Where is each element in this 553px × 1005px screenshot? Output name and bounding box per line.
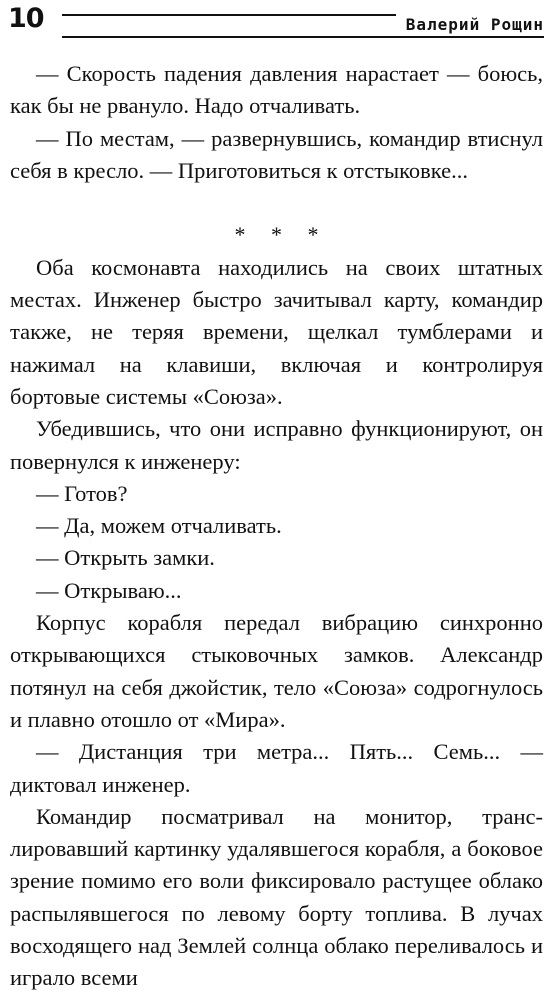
page-header [0,0,553,44]
paragraph: — По местам, — развернувшись, командир втиснул себя в кресло. — Приготовиться к отстыковке... [10,125,543,183]
section-separator: * * * [234,222,329,248]
paragraph: Командир посматривал на монитор, транслировавший картинку удалявшегося корабля, а боковое зрение помимо его воли фиксировало растущее облако распылявшегося по левому борту топлива. В лучах восходящего над Землей солнца облако переливалось и играло всеми [10,803,543,991]
paragraph: Убедившись, что они исправно функционируют, он повернулся к инженеру: [10,416,543,474]
dialogue-line: — Открываю... [36,577,182,603]
section-gap [10,187,543,219]
dialogue-line: — Открыть замки. [36,545,215,571]
paragraph: Оба космонавта находились на своих штатных местах. Инженер быстро зачитывал карту, командир также, не теряя времени, щелкал тумблерами и нажимал на клавиши, включая и контролируя бортовые системы «Союза». [10,254,543,409]
dialogue-line: — Да, можем отчаливать. [36,513,282,539]
paragraph: — Дистанция три метра... Пять... Семь... — диктовал инженер. [10,739,543,797]
dialogue-line: — Готов? [36,480,128,506]
paragraph: — Скорость падения давления нарастает — боюсь, как бы не рвануло. Надо отчаливать. [10,61,543,119]
running-head-author: Валерий Рощин [396,14,544,36]
page-body [10,58,543,995]
header-rule-bottom [62,36,544,38]
page-number: 10 [8,3,44,34]
paragraph: Корпус корабля передал вибрацию синхронно открывающихся стыковочных замков. Александр потянул на себя джойстик, тело «Союза» содрогнулось и плавно отошло от «Мира». [10,610,543,732]
